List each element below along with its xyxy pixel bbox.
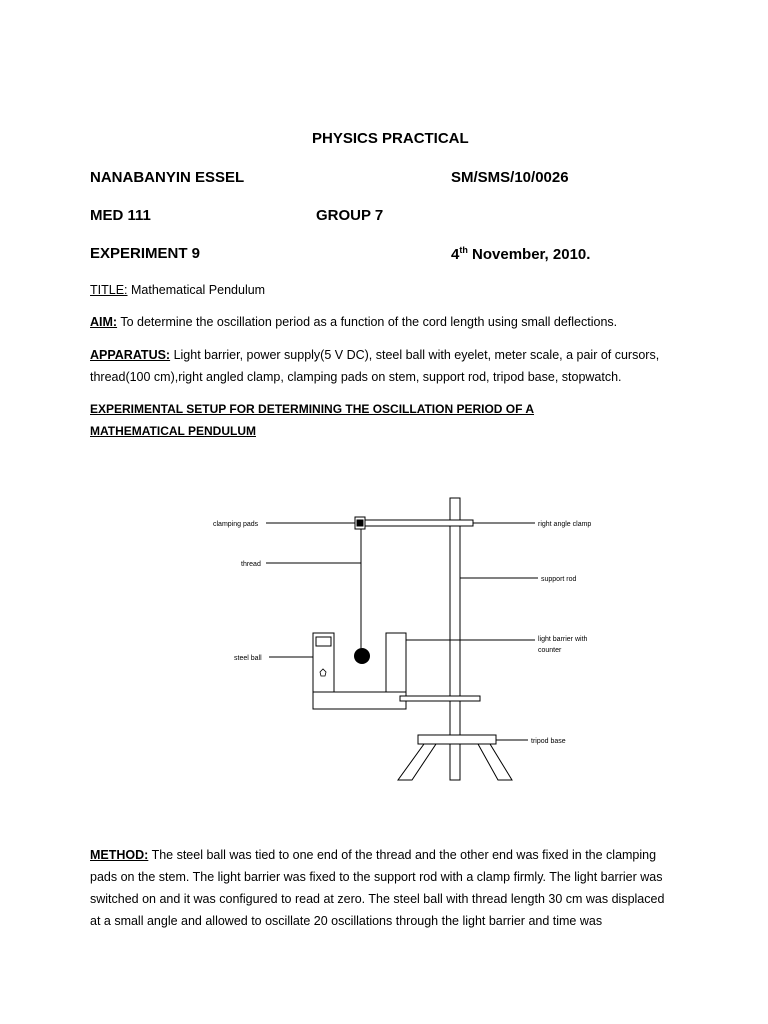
light-barrier-base [313,692,406,709]
aim-text: To determine the oscillation period as a function of the cord length using small deflections. [117,315,618,329]
label-light-barrier-2: counter [538,647,562,654]
clamp-arm [355,520,473,526]
title-label: TITLE: [90,283,128,297]
group-number: GROUP 7 [316,207,384,224]
student-name: NANABANYIN ESSEL [90,169,245,186]
label-light-barrier-1: light barrier with [538,636,588,643]
lower-clamp-arm [400,696,480,701]
label-support-rod: support rod [541,576,577,583]
apparatus-label: APPARATUS: [90,348,171,362]
setup-heading: EXPERIMENTAL SETUP FOR DETERMINING THE OSCILLATION PERIOD OF A MATHEMATICAL PENDULUM [90,402,535,438]
method-paragraph [90,844,675,932]
method-label: METHOD: [90,848,149,862]
apparatus-text: Light barrier, power supply(5 V DC), steel ball with eyelet, meter scale, a pair of cursors, thread(100 cm),right angled clamp, clamping pads on stem, support rod, tripod base, stopwatch. [90,348,660,384]
label-tripod-base: tripod base [531,738,566,745]
aim-label: AIM: [90,315,118,329]
experiment-date: 4th November, 2010. [451,245,591,263]
experiment-number: EXPERIMENT 9 [90,245,201,262]
document-title: PHYSICS PRACTICAL [312,130,469,147]
tripod-top [418,735,496,744]
title-text: Mathematical Pendulum [127,283,266,297]
light-barrier-right-arm [386,633,406,692]
tripod-right-leg [478,744,512,780]
label-steel-ball: steel ball [234,655,262,662]
label-clamping-pads: clamping pads [213,521,259,528]
steel-ball [354,648,370,664]
clamping-pad-inner [357,520,363,526]
label-thread: thread [241,561,261,568]
student-id: SM/SMS/10/0026 [451,169,569,186]
course-code: MED 111 [90,207,151,224]
method-text: The steel ball was tied to one end of the thread and the other end was fixed in the clamping pads on the stem. The light barrier was fixed to the support rod with a clamp firmly. The light barrier was switched on and it was configured to read at zero. The steel ball with thread length 30 cm was displaced at a small angle and allowed to oscillate 20 oscillations through the light barrier and time was [90,848,665,928]
label-right-angle-clamp: right angle clamp [538,521,592,528]
tripod-left-leg [398,744,436,780]
